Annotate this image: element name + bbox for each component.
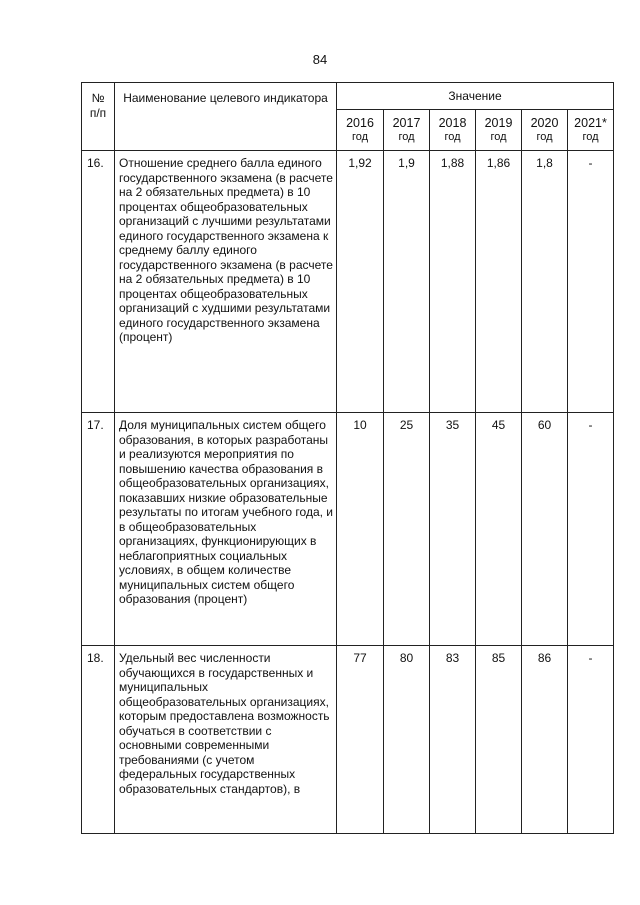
value-2019: 1,86 xyxy=(476,151,522,413)
value-2019: 85 xyxy=(476,646,522,834)
value-2018: 83 xyxy=(430,646,476,834)
year-unit: год xyxy=(536,131,553,143)
value-2020: 86 xyxy=(522,646,568,834)
header-year-2020 xyxy=(522,110,568,151)
value-2017: 25 xyxy=(384,413,430,646)
header-value: Значение xyxy=(337,83,614,110)
value-2020: 1,8 xyxy=(522,151,568,413)
indicators-table xyxy=(81,82,614,834)
value-2018: 1,88 xyxy=(430,151,476,413)
year-label: 2019 xyxy=(484,116,513,130)
value-2019: 45 xyxy=(476,413,522,646)
year-label: 2017 xyxy=(392,116,421,130)
row-number: 18. xyxy=(82,646,115,834)
value-2021: - xyxy=(568,646,614,834)
indicator-name: Удельный вес численности обучающихся в государственных и муниципальных общеобразовательных организациях, которым предоставлена возможность обучаться в соответствии с основными современными требованиями (с учетом федеральных государственных образовательных стандартов), в xyxy=(115,646,337,834)
header-year-2016 xyxy=(337,110,384,151)
value-2016: 77 xyxy=(337,646,384,834)
table-row xyxy=(82,151,614,413)
table-row xyxy=(82,413,614,646)
year-label: 2018 xyxy=(438,116,467,130)
year-unit: год xyxy=(351,131,369,143)
row-number: 16. xyxy=(82,151,115,413)
header-num: № п/п xyxy=(82,83,115,151)
row-number: 17. xyxy=(82,413,115,646)
header-name: Наименование целевого индикатора xyxy=(115,83,337,151)
header-row xyxy=(82,83,614,110)
year-unit: год xyxy=(398,131,415,143)
year-label: 2020 xyxy=(530,116,559,130)
value-2021: - xyxy=(568,413,614,646)
indicator-name: Отношение среднего балла единого государственного экзамена (в расчете на 2 обязательных предмета) в 10 процентах общеобразовательных организаций с лучшими результатами единого государственного экзамена к среднему баллу единого государственного экзамена (в расчете на 2 обязательных предмета) в 10 процентах общеобразовательных организаций с худшими результатами единого государственного экзамена (процент) xyxy=(115,151,337,413)
value-2017: 80 xyxy=(384,646,430,834)
header-year-2017 xyxy=(384,110,430,151)
year-label: 2021* xyxy=(574,116,607,130)
value-2020: 60 xyxy=(522,413,568,646)
table-row xyxy=(82,646,614,834)
value-2018: 35 xyxy=(430,413,476,646)
year-unit: год xyxy=(444,131,461,143)
header-year-2021 xyxy=(568,110,614,151)
value-2016: 1,92 xyxy=(337,151,384,413)
page-number: 84 xyxy=(312,52,328,67)
value-2016: 10 xyxy=(337,413,384,646)
value-2017: 1,9 xyxy=(384,151,430,413)
year-label: 2016 xyxy=(346,116,374,130)
header-year-2018 xyxy=(430,110,476,151)
year-unit: год xyxy=(582,131,599,143)
indicator-name: Доля муниципальных систем общего образования, в которых разработаны и реализуются мероприятия по повышению качества образования в общеобразовательных организациях, показавших низкие образовательные результаты по итогам учебного года, и в общеобразовательных организациях, функционирующих в неблагоприятных социальных условиях, в общем количестве муниципальных систем общего образования (процент) xyxy=(115,413,337,646)
value-2021: - xyxy=(568,151,614,413)
header-year-2019 xyxy=(476,110,522,151)
year-unit: год xyxy=(490,131,507,143)
